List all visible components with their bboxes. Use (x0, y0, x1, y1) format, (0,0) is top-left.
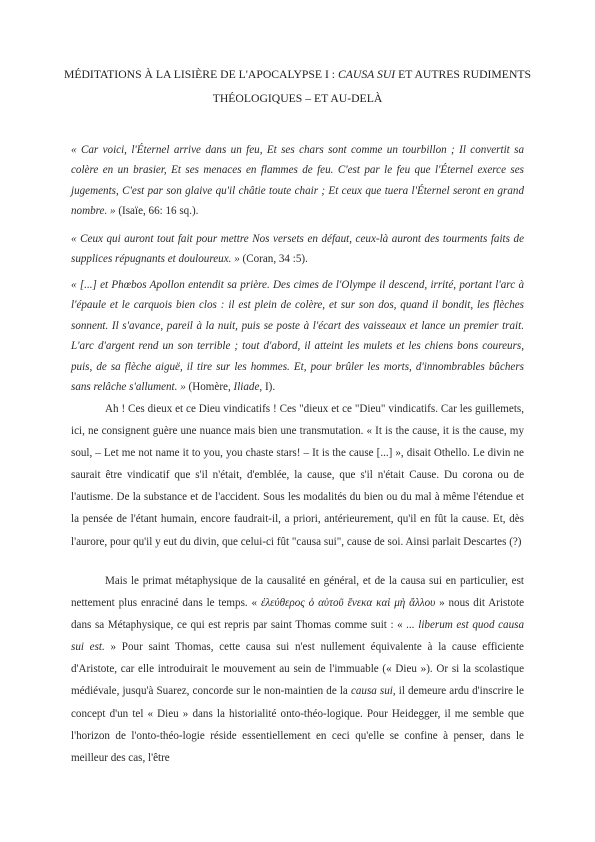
body-paragraph-1: Ah ! Ces dieux et ce Dieu vindicatifs ! Ces "dieux et ce "Dieu" vindicatifs. Car les guillemets, ici, ne consignent guère une nuance mais bien une transmutation. « It is the cause, it is the cause, my soul, – Let me not name it to you, you chaste stars! – It is the cause [...] », disait Othello. Le divin ne saurait être vindicatif que s'il n'était, d'emblée, la cause, que s'il n'était Cause. Du corona ou de l'autisme. De la substance et de l'accident. Sous les modalités du bien ou du mal à même l'étendue et la pensée de l'étant humain, encore faudrait-il, a priori, antérieurement, qu'il en fût la cause. Et, dès l'aurore, pour qu'il y eut du divin, que celui-ci fût "causa sui", cause de soi. Ainsi parlait Descartes (?) (71, 403, 524, 548)
document-title (60, 63, 535, 110)
paragraph-2-text-a: Mais le primat métaphysique de la causalité en général, et de la causa sui en particulier, est nettement plus enraciné dans le temps. « (71, 575, 524, 610)
body-paragraph-2 (71, 570, 524, 769)
greek-quotation: ἐλεύθερος ὁ αὑτοῦ ἕνεκα καὶ μὴ ἄλλου (260, 597, 436, 610)
epigraph-coran-reference: (Coran, 34 :5). (239, 253, 308, 266)
title-part-2: ET AUTRES RUDIMENTS THÉOLOGIQUES – ET AU-DELÀ (212, 68, 532, 105)
paragraph-2-text-d: , il demeure ardu d'inscrire le concept d'un tel « Dieu » dans la historialité onto-théo-logique. Pour Heidegger, il me semble que l'horizon de l'onto-théo-logie réside essentiellement en ceci qu'elle se confine à penser, dans le meilleur des cas, l'être (71, 685, 524, 764)
epigraph-isaiah-text: « Car voici, l'Éternel arrive dans un feu, Et ses chars sont comme un tourbillon ; Il convertit sa colère en un brasier, Et ses menaces en flammes de feu. C'est par le feu que l'Éternel exerce ses jugements, C'est par son glaive qu'il châtie toute chair ; Et ceux que tuera l'Éternel seront en grand nombre. » (71, 144, 524, 218)
epigraph-coran-text: « Ceux qui auront tout fait pour mettre Nos versets en défaut, ceux-là auront des tourments faits de supplices répugnants et douloureux. » (71, 233, 524, 266)
causa-sui-term: causa sui (350, 685, 393, 698)
epigraph-homer (71, 275, 524, 397)
title-italic-causa-sui: CAUSA SUI (337, 68, 396, 81)
paragraph-2-text-c: » Pour saint Thomas, cette causa sui n'est nullement équivalente à la cause efficiente d'Aristote, car elle introduirait le mouvement au sein de l'immuable (« Dieu »). Or si la scolastique médiévale, jusqu'à Suarez, concorde sur le non-maintien de la (71, 641, 524, 698)
epigraph-coran (71, 229, 524, 270)
epigraph-homer-reference-title: Iliade (233, 381, 260, 394)
epigraph-isaiah-reference: (Isaïe, 66: 16 sq.). (115, 205, 199, 218)
epigraph-homer-text: « [...] et Phœbos Apollon entendit sa prière. Des cimes de l'Olympe il descend, irrité, portant l'arc à l'épaule et le carquois bien clos : il est plein de colère, et sur son dos, quand il bondit, les flèches sonnent. Il s'avance, pareil à la nuit, puis se poste à l'écart des vaisseaux et lance un premier trait. L'arc d'argent rend un son terrible ; tout d'abord, il atteint les mulets et les chiens bons coureurs, puis, de sa flèche aiguë, il tire sur les hommes. Et, pour brûler les morts, d'innombrables bûchers sans relâche s'allument. » (71, 279, 524, 394)
paragraph-2-text-b: » nous dit Aristote dans sa Métaphysique, ce qui est repris par saint Thomas comme suit : « (71, 597, 524, 632)
epigraph-homer-reference-start: (Homère, (185, 381, 234, 394)
latin-quotation: ... liberum est quod causa sui est. (71, 619, 524, 654)
title-part-1: MÉDITATIONS À LA LISIÈRE DE L'APOCALYPSE I : (63, 68, 338, 81)
epigraph-homer-reference-end: , I). (259, 381, 276, 394)
epigraph-isaiah (71, 140, 524, 222)
